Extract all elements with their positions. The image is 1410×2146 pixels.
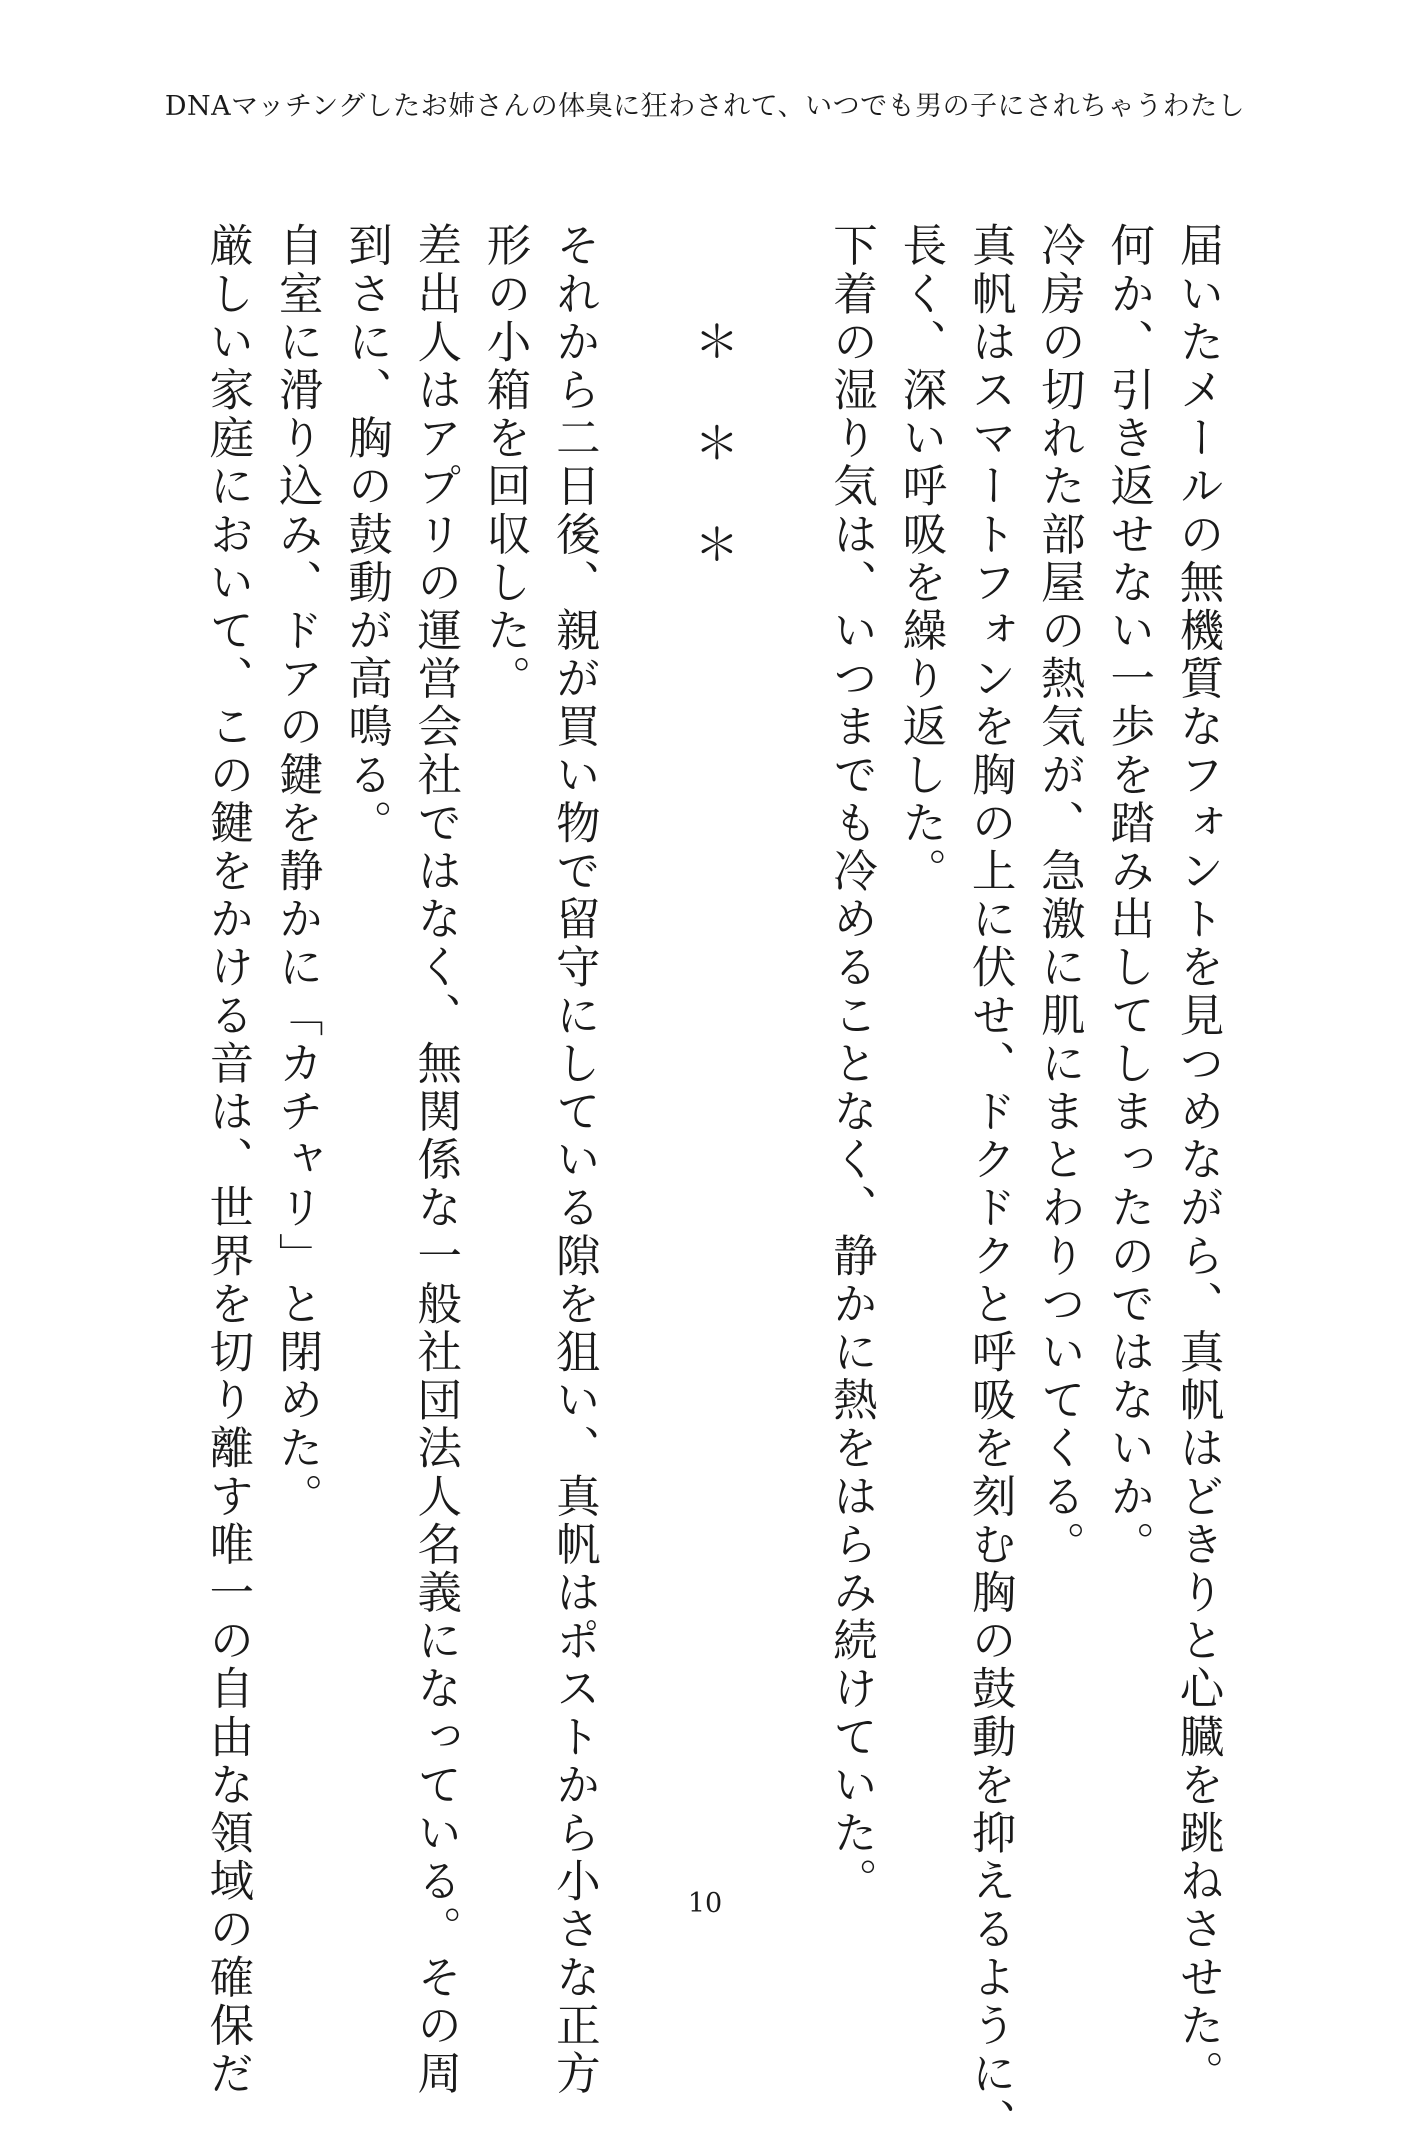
- body-line: 冷房の切れた部屋の熱気が、急激に肌にまとわりついてくる。: [1033, 222, 1085, 1569]
- body-line: 下着の湿り気は、いつまでも冷めることなく、静かに熱をはらみ続けていた。: [825, 222, 877, 1906]
- blank-line: [747, 222, 816, 1862]
- body-line: 何か、引き返せない一歩を踏み出してしまったのではないか。: [1102, 222, 1154, 1569]
- body-line: 差出人はアプリの運営会社ではなく、無関係な一般社団法人名義になっている。その周: [409, 222, 461, 2098]
- body-line: 自室に滑り込み、ドアの鍵を静かに「カチャリ」と閉めた。: [271, 222, 323, 1521]
- scene-break-asterisks: ＊＊＊: [686, 318, 738, 623]
- body-line: 厳しい家庭において、この鍵をかける音は、世界を切り離す唯一の自由な領域の確保だ: [201, 222, 253, 2098]
- body-line: 真帆はスマートフォンを胸の上に伏せ、ドクドクと呼吸を刻む胸の鼓動を抑えるように、: [964, 222, 1016, 2146]
- running-header-title: DNAマッチングしたお姉さんの体臭に狂わされて、いつでも男の子にされちゃうわたし: [164, 91, 1246, 122]
- body-line: 到さに、胸の鼓動が高鳴る。: [340, 222, 392, 848]
- body-line: 長く、深い呼吸を繰り返した。: [894, 222, 946, 896]
- blank-line: [608, 222, 677, 1862]
- page-number: 10: [687, 1888, 723, 1919]
- body-line: それから二日後、親が買い物で留守にしている隙を狙い、真帆はポストから小さな正方: [548, 222, 600, 2098]
- body-line: 届いたメールの無機質なフォントを見つめながら、真帆はどきりと心臓を跳ねさせた。: [1172, 222, 1223, 2098]
- body-line: 形の小箱を回収した。: [479, 222, 531, 703]
